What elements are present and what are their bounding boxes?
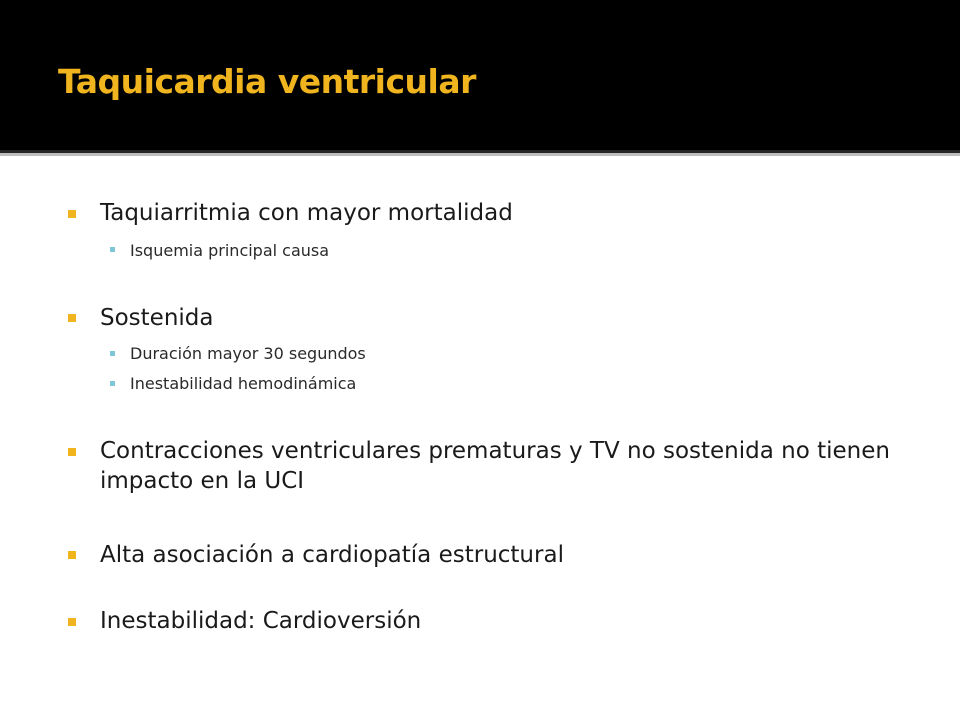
bullet-item: Alta asociación a cardiopatía estructural [100,542,564,568]
bullet-marker-icon [68,448,76,456]
bullet-item: Inestabilidad: Cardioversión [100,608,422,634]
sub-bullet-marker-icon [110,381,115,386]
bullet-item: Contracciones ventriculares prematuras y TV no sostenida no tienen impacto en la UCI [100,438,890,494]
bullet-marker-icon [68,210,76,218]
bullet-marker-icon [68,314,76,322]
bullet-item: Sostenida [100,305,214,331]
slide-title: Taquicardia ventricular [58,62,476,101]
title-divider-light [0,153,960,156]
title-bar [0,0,960,150]
sub-bullet-item: Duración mayor 30 segundos [130,344,366,363]
bullet-marker-icon [68,551,76,559]
sub-bullet-marker-icon [110,351,115,356]
sub-bullet-marker-icon [110,247,115,252]
bullet-marker-icon [68,618,76,626]
sub-bullet-item: Inestabilidad hemodinámica [130,374,357,393]
bullet-item: Taquiarritmia con mayor mortalidad [100,200,513,226]
sub-bullet-item: Isquemia principal causa [130,241,330,260]
